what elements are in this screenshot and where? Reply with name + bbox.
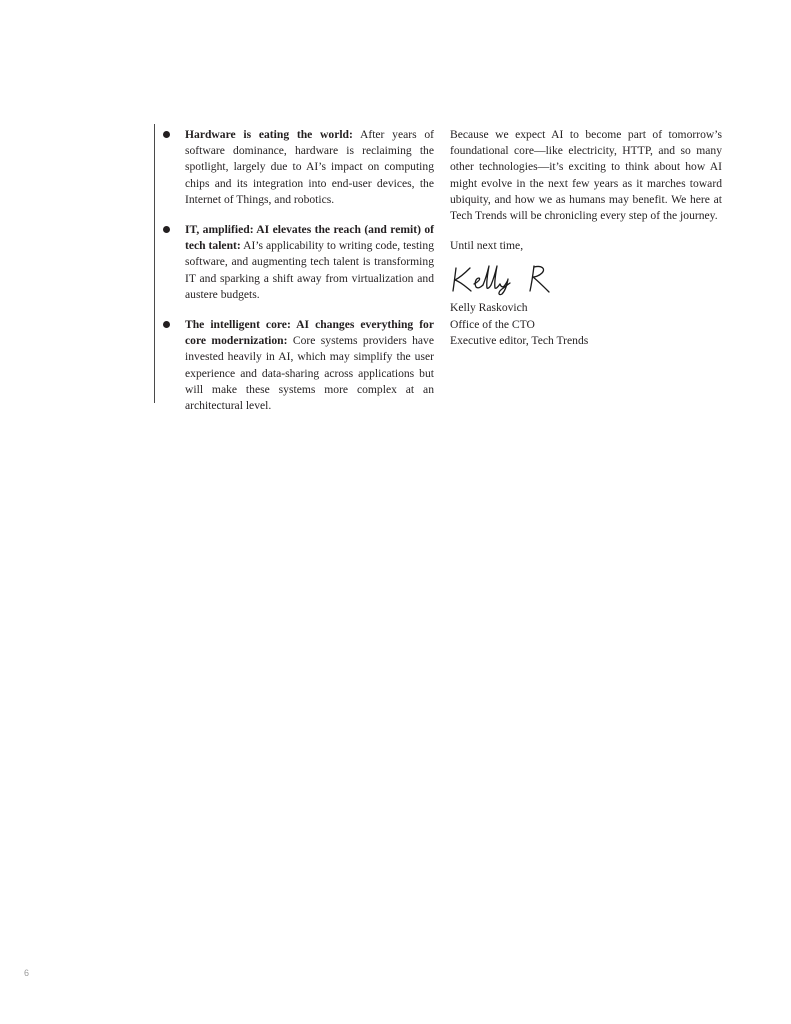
bullet-heading: The intelligent core: AI changes everything for core modernization: (185, 318, 434, 348)
handwritten-signature (450, 260, 560, 296)
signer-office: Office of the CTO (450, 317, 535, 331)
bullet-dot-icon (163, 226, 170, 233)
bullet-heading: Hardware is eating the world: (185, 128, 353, 141)
left-column (163, 127, 434, 428)
bullet-item (163, 317, 434, 414)
bullet-item (163, 222, 434, 303)
page-number: 6 (24, 968, 30, 978)
left-margin-rule (154, 124, 155, 403)
closing-line: Until next time, (450, 239, 524, 253)
bullet-item (163, 127, 434, 208)
signer-role: Executive editor, Tech Trends (450, 333, 589, 347)
bullet-dot-icon (163, 131, 170, 138)
right-column (450, 127, 722, 349)
bullet-dot-icon (163, 321, 170, 328)
bullet-text: AI’s applicability to writing code, testing software, and augmenting tech talent is transforming IT and sparking a shift away from virtualization and austere budgets. (185, 239, 434, 301)
bullet-text: After years of software dominance, hardware is reclaiming the spotlight, largely due to AI’s impact on computing chips and its integration into end-user devices, the Internet of Things, and robotics. (185, 128, 434, 206)
bullet-text: Core systems providers have invested heavily in AI, which may simplify the user experience and data-sharing across applications but will make these systems more complex at an architectural level. (185, 334, 434, 413)
bullet-heading: IT, amplified: AI elevates the reach (and remit) of tech talent: (185, 223, 434, 253)
signer-name: Kelly Raskovich (450, 301, 528, 315)
body-paragraph: Because we expect AI to become part of tomorrow’s foundational core—like electricity, HTTP, and so many other technologies—it’s exciting to think about how AI might evolve in the next few years as it marches toward ubiquity, and how we as humans may benefit. We here at Tech Trends will be chronicling every step of the journey. (450, 128, 722, 223)
